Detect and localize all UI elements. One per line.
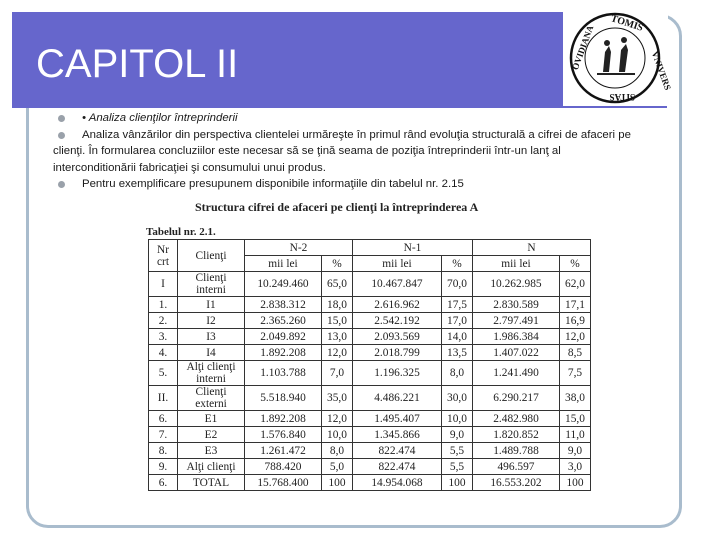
table-cell: 1.820.852	[473, 427, 560, 443]
table-cell: 6.	[149, 411, 178, 427]
table-row	[149, 443, 591, 459]
table-cell: 100	[442, 475, 473, 491]
table-cell: 12,0	[322, 411, 353, 427]
table-cell: 18,0	[322, 297, 353, 313]
header-cell: mii lei	[473, 256, 560, 272]
bullet-item	[58, 110, 668, 127]
table-cell: 65,0	[322, 272, 353, 297]
table-number: Tabelul nr. 2.1.	[146, 226, 216, 238]
table-cell: 11,0	[560, 427, 591, 443]
table-cell: 16,9	[560, 313, 591, 329]
table-cell: 1.892.208	[245, 411, 322, 427]
table-cell: 100	[560, 475, 591, 491]
table-cell: 2.093.569	[353, 329, 442, 345]
table-cell: 496.597	[473, 459, 560, 475]
table-cell: 2.838.312	[245, 297, 322, 313]
table-cell: E2	[178, 427, 245, 443]
table-cell: 2.	[149, 313, 178, 329]
table-cell: 4.486.221	[353, 386, 442, 411]
header-cell: mii lei	[353, 256, 442, 272]
svg-text:TOMIS: TOMIS	[609, 13, 645, 34]
table-cell: Alţi clienţi interni	[178, 361, 245, 386]
table-cell: Clienţi interni	[178, 272, 245, 297]
table-cell: 1.241.490	[473, 361, 560, 386]
table-cell: 1.407.022	[473, 345, 560, 361]
table-cell: 15,0	[560, 411, 591, 427]
table-cell: 6.	[149, 475, 178, 491]
table-cell: 30,0	[442, 386, 473, 411]
table-cell: 4.	[149, 345, 178, 361]
table-header-row	[149, 240, 591, 256]
table-cell: TOTAL	[178, 475, 245, 491]
table-cell: 10,0	[442, 411, 473, 427]
table-cell: 62,0	[560, 272, 591, 297]
table-cell: 5.518.940	[245, 386, 322, 411]
table-cell: 2.018.799	[353, 345, 442, 361]
bullet-item	[58, 127, 668, 144]
table-cell: I	[149, 272, 178, 297]
table-cell: 14.954.068	[353, 475, 442, 491]
bullet-list	[53, 110, 668, 193]
table-cell: 1.986.384	[473, 329, 560, 345]
table-cell: E1	[178, 411, 245, 427]
data-table	[148, 239, 591, 491]
bullet-icon	[58, 115, 65, 122]
table-cell: 7,5	[560, 361, 591, 386]
table-cell: 16.553.202	[473, 475, 560, 491]
bullet-icon	[58, 132, 65, 139]
table-cell: 9.	[149, 459, 178, 475]
table-cell: 8.	[149, 443, 178, 459]
table-cell: 12,0	[322, 345, 353, 361]
table-cell: 1.576.840	[245, 427, 322, 443]
table-cell: 1.345.866	[353, 427, 442, 443]
table-cell: I1	[178, 297, 245, 313]
table-cell: 2.542.192	[353, 313, 442, 329]
table-cell: 13,0	[322, 329, 353, 345]
table-cell: 100	[322, 475, 353, 491]
table-cell: E3	[178, 443, 245, 459]
table-cell: 822.474	[353, 459, 442, 475]
bullet-continuation: interconditionării fabricaţiei şi consumului unui produs.	[53, 161, 326, 174]
table-caption: Structura cifrei de afaceri pe clienţi la întreprinderea A	[195, 200, 479, 214]
table-cell: Clienţi externi	[178, 386, 245, 411]
table-cell: 35,0	[322, 386, 353, 411]
table-cell: 15.768.400	[245, 475, 322, 491]
table-cell: 8,0	[322, 443, 353, 459]
bullet-text: • Analiza clienţilor întreprinderii	[82, 112, 238, 124]
svg-text:SITAS: SITAS	[609, 92, 635, 102]
table-cell: 3.	[149, 329, 178, 345]
table-cell: 8,0	[442, 361, 473, 386]
table-cell: 2.482.980	[473, 411, 560, 427]
bullet-text: Pentru exemplificare presupunem disponibile informaţiile din tabelul nr. 2.15	[82, 178, 464, 190]
table-cell: 5,0	[322, 459, 353, 475]
table-cell: I3	[178, 329, 245, 345]
table-cell: 2.365.260	[245, 313, 322, 329]
table-row	[149, 313, 591, 329]
header-cell: Nr crt	[149, 240, 178, 272]
table-row	[149, 475, 591, 491]
table-row	[149, 272, 591, 297]
table-cell: 13,5	[442, 345, 473, 361]
table-cell: 1.489.788	[473, 443, 560, 459]
table-cell: 822.474	[353, 443, 442, 459]
table-cell: 10.249.460	[245, 272, 322, 297]
table-cell: 5,5	[442, 459, 473, 475]
table-row	[149, 411, 591, 427]
table-cell: 1.103.788	[245, 361, 322, 386]
table-cell: 3,0	[560, 459, 591, 475]
bullet-icon	[58, 181, 65, 188]
table-cell: 6.290.217	[473, 386, 560, 411]
svg-text:VNIVERS: VNIVERS	[649, 49, 674, 92]
table-cell: 2.830.589	[473, 297, 560, 313]
slide-title: CAPITOL II	[36, 42, 239, 86]
table-cell: 8,5	[560, 345, 591, 361]
bullet-item	[58, 176, 668, 193]
table-cell: 15,0	[322, 313, 353, 329]
table-row	[149, 329, 591, 345]
table-cell: 10.467.847	[353, 272, 442, 297]
table-row	[149, 361, 591, 386]
university-logo	[563, 10, 674, 106]
table-cell: 9,0	[560, 443, 591, 459]
table-body	[149, 272, 591, 491]
table-cell: 10,0	[322, 427, 353, 443]
table-row	[149, 459, 591, 475]
table-cell: 10.262.985	[473, 272, 560, 297]
table-cell: 38,0	[560, 386, 591, 411]
table-cell: I4	[178, 345, 245, 361]
table-cell: 1.	[149, 297, 178, 313]
table-cell: Alţi clienţi	[178, 459, 245, 475]
table-cell: 14,0	[442, 329, 473, 345]
table-cell: 788.420	[245, 459, 322, 475]
table-row	[149, 386, 591, 411]
table-cell: 2.616.962	[353, 297, 442, 313]
table-row	[149, 297, 591, 313]
header-cell: N-1	[353, 240, 473, 256]
table-cell: 2.797.491	[473, 313, 560, 329]
table-cell: 2.049.892	[245, 329, 322, 345]
header-cell: %	[442, 256, 473, 272]
table-cell: 5,5	[442, 443, 473, 459]
table-cell: I2	[178, 313, 245, 329]
table-cell: 1.196.325	[353, 361, 442, 386]
bullet-continuation: clienţi. În formularea concluziilor este necesar să se ţină seama de poziţia întreprinderii într-un lanţ al	[53, 145, 561, 157]
table-cell: 17,0	[442, 313, 473, 329]
header-cell: Clienţi	[178, 240, 245, 272]
table-cell: 70,0	[442, 272, 473, 297]
header-cell: N	[473, 240, 591, 256]
table-cell: 17,1	[560, 297, 591, 313]
table-row	[149, 345, 591, 361]
table-cell: 5.	[149, 361, 178, 386]
table-cell: 1.892.208	[245, 345, 322, 361]
svg-text:OVIDIANA: OVIDIANA	[569, 23, 596, 72]
header-cell: %	[322, 256, 353, 272]
table-row	[149, 427, 591, 443]
table-cell: 1.261.472	[245, 443, 322, 459]
header-cell: mii lei	[245, 256, 322, 272]
header-cell: %	[560, 256, 591, 272]
table-cell: 7.	[149, 427, 178, 443]
table-cell: 17,5	[442, 297, 473, 313]
table-cell: 12,0	[560, 329, 591, 345]
bullet-text: Analiza vânzărilor din perspectiva clientelei urmăreşte în primul rând evoluţia structurală a cifrei de afaceri pe	[82, 128, 631, 141]
table-cell: 7,0	[322, 361, 353, 386]
header-cell: N-2	[245, 240, 353, 256]
logo-seal-icon	[563, 10, 674, 106]
table-cell: II.	[149, 386, 178, 411]
table-cell: 9,0	[442, 427, 473, 443]
table-cell: 1.495.407	[353, 411, 442, 427]
